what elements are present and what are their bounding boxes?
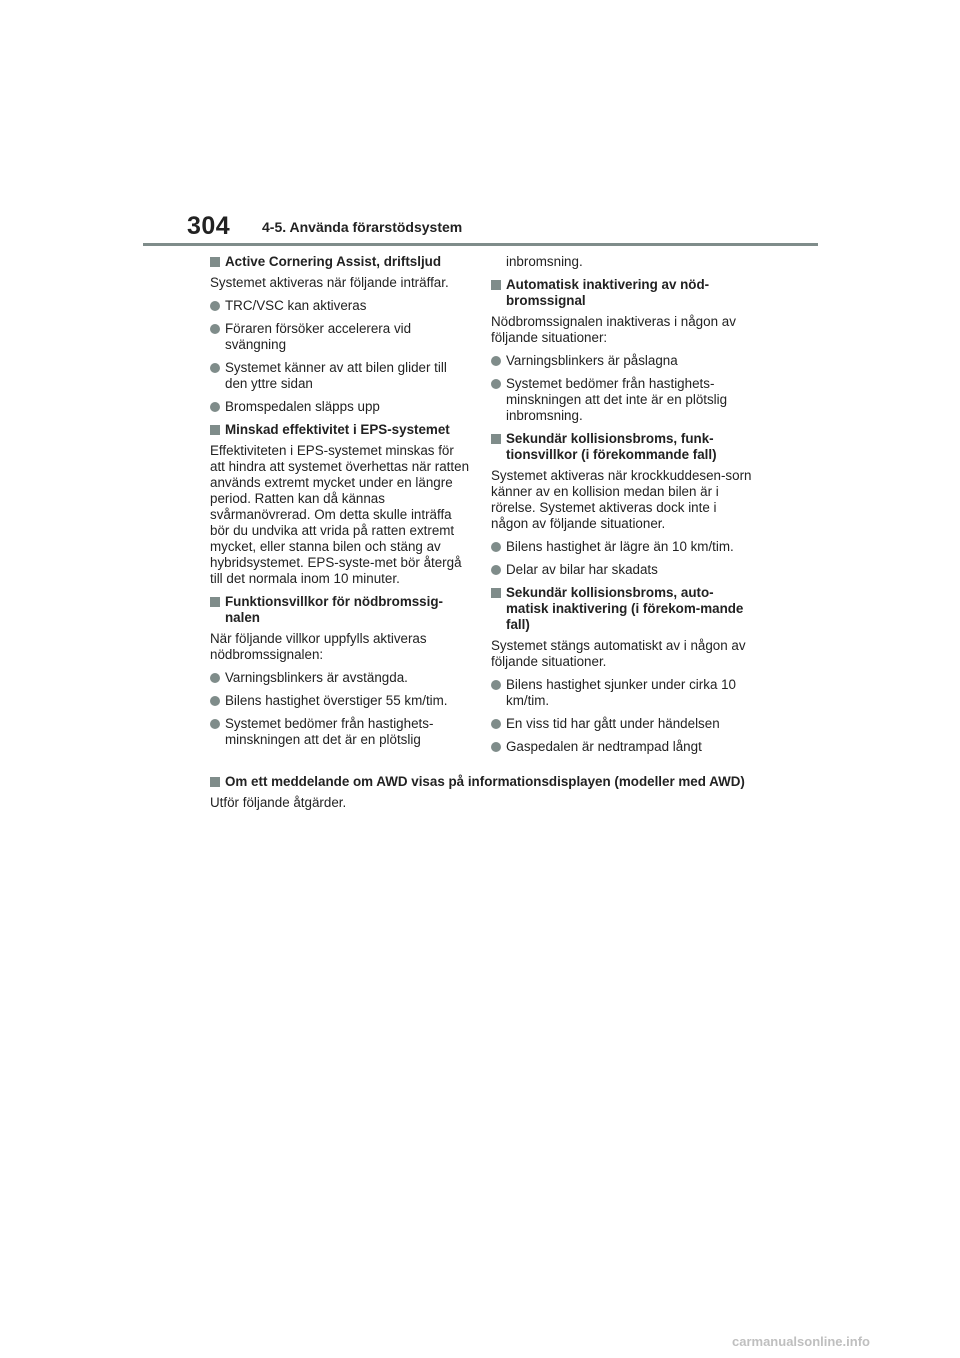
- section-title: 4-5. Använda förarstödsystem: [262, 219, 463, 235]
- awd-section: [210, 774, 760, 818]
- list-item: Föraren försöker accelerera vid svängning: [210, 321, 472, 353]
- paragraph: Systemet aktiveras när krockkuddesen-sorn känner av en kollision medan bilen är i rörelse. Systemet aktiveras dock inte i någon av följande situationer.: [491, 468, 752, 531]
- list-item: Delar av bilar har skadats: [491, 562, 753, 578]
- round-bullet-icon: [491, 542, 501, 552]
- list-item: En viss tid har gått under händelsen: [491, 716, 753, 732]
- square-bullet-icon: [210, 425, 220, 435]
- list-item: Bilens hastighet är lägre än 10 km/tim.: [491, 539, 753, 555]
- round-bullet-icon: [491, 742, 501, 752]
- square-bullet-icon: [210, 777, 220, 787]
- paragraph: Utför följande åtgärder.: [210, 795, 347, 810]
- paragraph: Systemet aktiveras när följande inträffar.: [210, 275, 449, 290]
- round-bullet-icon: [491, 379, 501, 389]
- square-bullet-icon: [491, 434, 501, 444]
- round-bullet-icon: [210, 696, 220, 706]
- round-bullet-icon: [491, 719, 501, 729]
- round-bullet-icon: [491, 565, 501, 575]
- paragraph: Nödbromssignalen inaktiveras i någon av följande situationer:: [491, 314, 736, 345]
- page-number: 304: [187, 212, 231, 240]
- round-bullet-icon: [210, 301, 220, 311]
- square-bullet-icon: [210, 257, 220, 267]
- heading-secondary-collision-conditions: Sekundär kollisionsbroms, funk-tionsvillkor (i förekommande fall): [491, 431, 753, 463]
- list-item: Systemet bedömer från hastighets-minskningen att det inte är en plötslig inbromsning.: [491, 376, 753, 424]
- round-bullet-icon: [210, 673, 220, 683]
- round-bullet-icon: [210, 719, 220, 729]
- heading-auto-deactivation: Automatisk inaktivering av nöd-bromssignal: [491, 277, 753, 309]
- left-column: [210, 254, 472, 755]
- square-bullet-icon: [210, 597, 220, 607]
- paragraph: Systemet stängs automatiskt av i någon av följande situationer.: [491, 638, 746, 669]
- list-item: Varningsblinkers är påslagna: [491, 353, 753, 369]
- paragraph-continued: inbromsning.: [506, 254, 583, 269]
- list-item: Gaspedalen är nedtrampad långt: [491, 739, 753, 755]
- paragraph: När följande villkor uppfylls aktiveras nödbromssignalen:: [210, 631, 427, 662]
- heading-emergency-signal-conditions: Funktionsvillkor för nödbromssig-nalen: [210, 594, 472, 626]
- heading-eps: Minskad effektivitet i EPS-systemet: [210, 422, 472, 438]
- square-bullet-icon: [491, 588, 501, 598]
- watermark: carmanualsonline.info: [732, 1334, 870, 1349]
- right-column: [491, 254, 753, 762]
- header-rule: [143, 243, 818, 246]
- list-item: Bilens hastighet överstiger 55 km/tim.: [210, 693, 472, 709]
- list-item: Varningsblinkers är avstängda.: [210, 670, 472, 686]
- round-bullet-icon: [491, 680, 501, 690]
- round-bullet-icon: [210, 363, 220, 373]
- list-item: Bilens hastighet sjunker under cirka 10 km/tim.: [491, 677, 753, 709]
- heading-secondary-collision-deactivation: Sekundär kollisionsbroms, auto-matisk inaktivering (i förekom-mande fall): [491, 585, 753, 633]
- list-item: Bromspedalen släpps upp: [210, 399, 472, 415]
- heading-active-cornering: Active Cornering Assist, driftsljud: [210, 254, 472, 270]
- paragraph: Effektiviteten i EPS-systemet minskas för att hindra att systemet överhettas när ratten används extremt mycket under en längre period. Ratten kan då kännas svårmanövrerad. Om detta skulle inträffa bör du undvika att vrida på ratten extremt mycket, eller stanna bilen och stäng av hybridsystemet. EPS-syste-met bör återgå till det normala inom 10 minuter.: [210, 443, 470, 586]
- list-item: Systemet känner av att bilen glider till den yttre sidan: [210, 360, 472, 392]
- list-item: TRC/VSC kan aktiveras: [210, 298, 472, 314]
- heading-awd-message: Om ett meddelande om AWD visas på informationsdisplayen (modeller med AWD): [210, 774, 760, 790]
- list-item: Systemet bedömer från hastighets-minskningen att det är en plötslig: [210, 716, 472, 748]
- round-bullet-icon: [210, 324, 220, 334]
- round-bullet-icon: [491, 356, 501, 366]
- round-bullet-icon: [210, 402, 220, 412]
- square-bullet-icon: [491, 280, 501, 290]
